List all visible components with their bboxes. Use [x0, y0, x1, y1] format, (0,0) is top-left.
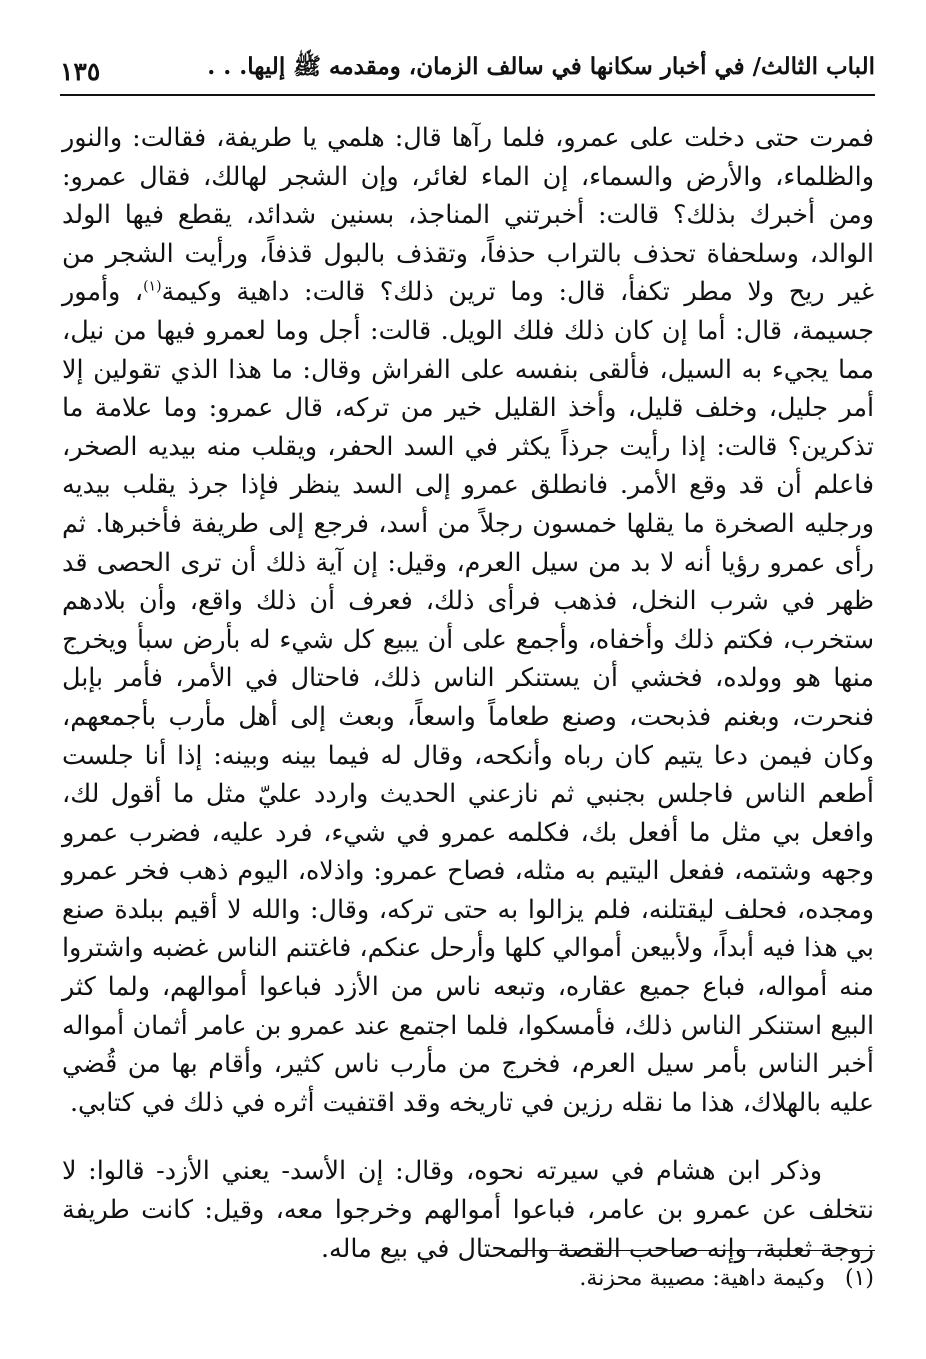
header-rule	[60, 94, 875, 96]
paragraph-1-text-b: ، وأمور جسيمة، قال: أما إن كان ذلك فلك الويل. قالت: أجل وما لعمرو فيها من نيل، مما يجيء به السيل، فألقى بنفسه على الفراش وقال: ما هذا الذي تقولين إلا أمر جليل، وخلف قليل، وأخذ القليل خير من تركه، قال عمرو: وما علامة ما تذكرين؟ قالت: إذا رأيت جرذاً يكثر في السد الحفر، ويقلب منه بيديه الصخر، فاعلم أن قد وقع الأمر. فانطلق عمرو إلى السد ينظر فإذا جرذ يقلب بيديه ورجليه الصخرة ما يقلها خمسون رجلاً من أسد، فرجع إلى طريفة فأخبرها. ثم رأى عمرو رؤيا أنه لا بد من سيل العرم، وقيل: إن آية ذلك أن ترى الحصى قد ظهر في شرب النخل، فذهب فرأى ذلك، فعرف أن ذلك واقع، وأن بلادهم ستخرب، فكتم ذلك وأخفاه، وأجمع على أن يبيع كل شيء له بأرض سبأ ويخرج منها هو وولده، فخشي أن يستنكر الناس ذلك، فاحتال في الأمر، فأمر بإبل فنحرت، وبغنم فذبحت، وصنع طعاماً واسعاً، وبعث إلى أهل مأرب بأجمعهم، وكان فيمن دعا يتيم كان رباه وأنكحه، وقال له فيما بينه وبينه: إذا أنا جلست أطعم الناس فاجلس بجنبي ثم نازعني الحديث واردد عليّ مثل ما أقول لك، وافعل بي مثل ما أفعل بك، فكلمه عمرو في شيء، فرد عليه، فضرب عمرو وجهه وشتمه، ففعل اليتيم به مثله، فصاح عمرو: واذلاه، اليوم ذهب فخر عمرو ومجده، فحلف ليقتلنه، فلم يزالوا به حتى تركه، وقال: والله لا أقيم ببلدة صنع بي هذا فيه أبداً، ولأبيعن أموالي كلها وأرحل عنكم، فاغتنم الناس غضبه واشتروا منه أمواله، فباع جميع عقاره، وتبعه ناس من الأزد فباعوا أموالهم، ولما كثر البيع استنكر الناس ذلك، فأمسكوا، فلما اجتمع عند عمرو بن عامر أثمان أمواله أخبر الناس بأمر سيل العرم، فخرج من مأرب ناس كثير، وأقام بها من قُضي عليه بالهلاك، هذا ما نقله رزين في تاريخه وقد اقتفيت أثره في ذلك في كتابي.	[62, 276, 874, 1117]
page-header	[60, 40, 875, 92]
running-head: الباب الثالث/ في أخبار سكانها في سالف الزمان، ومقدمه ﷺ إليها. . .	[207, 53, 875, 80]
page-number: ١٣٥	[60, 57, 101, 86]
paragraph-gap	[62, 1121, 874, 1151]
footnote-rule	[515, 1250, 875, 1251]
body-text	[62, 118, 874, 1267]
paragraph-1	[62, 118, 874, 1121]
footnote	[579, 1266, 874, 1291]
footnote-number: (١)	[844, 1266, 874, 1291]
paragraph-1-text-a: فمرت حتى دخلت على عمرو، فلما رآها قال: هلمي يا طريفة، فقالت: والنور والظلماء، والأرض والسماء، إن الماء لغائر، وإن الشجر لهالك، فقال عمرو: ومن أخبرك بذلك؟ قالت: أخبرتني المناجذ، بسنين شدائد، يقطع فيها الولد الوالد، وسلحفاة تحذف بالتراب حذفاً، وتقذف بالبول قذفاً، ورأيت الشجر من غير ريح ولا مطر تكفأ، قال: وما ترين ذلك؟ قالت: داهية وكيمة	[62, 122, 874, 307]
footnote-text: وكيمة داهية: مصيبة محزنة.	[579, 1266, 825, 1291]
footnote-reference: (١)	[143, 278, 162, 295]
paragraph-2: وذكر ابن هشام في سيرته نحوه، وقال: إن الأسد- يعني الأزد- قالوا: لا نتخلف عن عمرو بن عامر، فباعوا أموالهم وخرجوا معه، وقيل: كانت طريفة زوجة ثعلبة، وإنه صاحب القصة والمحتال في بيع ماله.	[62, 1155, 874, 1263]
